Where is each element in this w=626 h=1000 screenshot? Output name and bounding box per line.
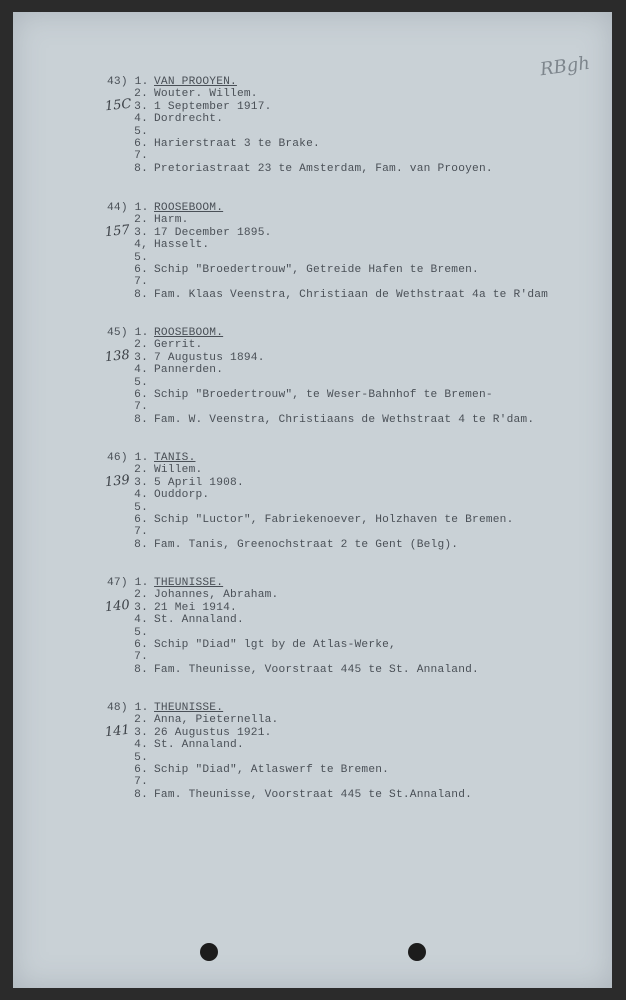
line-value: Fam. Tanis, Greenochstraat 2 te Gent (Belg). [154, 538, 459, 551]
entry-line [107, 227, 272, 239]
entry-line [107, 776, 154, 788]
entry-line [107, 276, 154, 288]
line-value [148, 276, 154, 288]
line-value: 5 April 1908. [154, 476, 244, 489]
line-number: 5. [134, 376, 148, 389]
entry-line [107, 138, 320, 150]
line-value: Schip "Broedertrouw", te Weser-Bahnhof te Bremen- [154, 389, 493, 401]
line-number: 6. [134, 264, 148, 276]
entry-line [107, 364, 223, 376]
entry-line [107, 526, 154, 538]
line-value [148, 252, 154, 264]
line-number: 47) 1. [107, 577, 149, 589]
entry-line [107, 714, 278, 726]
entry-line [107, 752, 154, 764]
document-page [13, 12, 612, 988]
line-value: Anna, Pieternella. [154, 714, 279, 727]
line-number: 5. [134, 751, 148, 764]
surname: THEUNISSE. [154, 702, 224, 714]
line-number: 4. [134, 614, 148, 627]
entry-line [107, 76, 237, 88]
line-value: Ouddorp. [154, 489, 210, 502]
handwritten-annotation: 15C [104, 96, 133, 115]
line-number: 6. [134, 389, 148, 401]
line-value: Schip "Broedertrouw", Getreide Hafen te Bremen. [154, 264, 479, 276]
line-number: 3. [134, 351, 148, 364]
entry-line [107, 126, 154, 138]
line-number: 7. [134, 276, 148, 289]
line-number: 7. [134, 401, 148, 414]
entry-line [107, 327, 223, 339]
line-number: 2. [134, 714, 148, 727]
line-number: 7. [134, 150, 148, 163]
entry-line [107, 702, 223, 714]
line-number: 4. [134, 113, 148, 126]
line-number: 8. [134, 288, 148, 301]
line-value: St. Annaland. [154, 614, 244, 627]
line-value: Wouter. Willem. [154, 88, 258, 101]
entry-line [107, 401, 154, 413]
line-number: 3. [134, 476, 148, 489]
entry-line [107, 614, 244, 626]
line-value: St. Annaland. [154, 739, 244, 752]
entry-line [107, 252, 154, 264]
line-number: 8. [134, 162, 148, 175]
line-number: 8. [134, 788, 148, 801]
entry-line [107, 627, 154, 639]
entry-line [107, 414, 534, 426]
entry-line [107, 377, 154, 389]
entry-line [107, 113, 223, 125]
line-number: 4. [134, 739, 148, 752]
entry-line [107, 514, 514, 526]
surname: THEUNISSE. [154, 577, 224, 589]
line-value: Dordrecht. [154, 113, 224, 126]
entry-line [107, 789, 472, 801]
handwritten-annotation: 140 [104, 597, 131, 616]
entry-line [107, 239, 209, 251]
line-number: 8. [134, 538, 148, 551]
line-value: Fam. W. Veenstra, Christiaans de Wethstraat 4 te R'dam. [154, 413, 535, 426]
handwritten-corner-mark: RBgh [538, 52, 592, 81]
line-value: Harm. [154, 214, 189, 227]
line-number: 7. [134, 651, 148, 664]
line-value: Fam. Theunisse, Voorstraat 445 te St. Annaland. [154, 663, 479, 676]
surname: TANIS. [154, 452, 196, 464]
handwritten-annotation: 139 [104, 472, 131, 491]
entry-line [107, 727, 272, 739]
line-value [148, 401, 154, 413]
line-value: Harierstraat 3 te Brake. [154, 138, 320, 150]
line-number: 7. [134, 776, 148, 789]
entry-line [107, 739, 244, 751]
line-value: Hasselt. [154, 239, 210, 252]
entry-line [107, 452, 195, 464]
surname: ROOSEBOOM. [154, 327, 224, 339]
line-value: 26 Augustus 1921. [154, 726, 272, 739]
line-number: 43) 1. [107, 76, 149, 88]
entry-line [107, 577, 223, 589]
line-value [148, 126, 154, 138]
entry-line [107, 764, 389, 776]
line-number: 3. [134, 601, 148, 614]
entry-line [107, 664, 479, 676]
line-value [148, 502, 154, 514]
entry-line [107, 651, 154, 663]
line-number: 2. [134, 214, 148, 227]
line-value [148, 776, 154, 788]
entry-line [107, 163, 493, 175]
line-value: Schip "Diad", Atlaswerf te Bremen. [154, 764, 390, 776]
surname: ROOSEBOOM. [154, 202, 224, 214]
handwritten-annotation: 157 [104, 222, 131, 241]
line-value: Willem. [154, 464, 203, 477]
line-number: 46) 1. [107, 452, 149, 464]
line-number: 6. [134, 514, 148, 526]
line-number: 5. [134, 626, 148, 639]
line-number: 2. [134, 339, 148, 352]
line-number: 2. [134, 589, 148, 602]
entry-line [107, 264, 479, 276]
entry-line [107, 539, 458, 551]
line-number: 5. [134, 125, 148, 138]
line-value [148, 150, 154, 162]
line-number: 7. [134, 526, 148, 539]
line-value: Pretoriastraat 23 te Amsterdam, Fam. van Prooyen. [154, 162, 493, 175]
line-number: 3. [134, 226, 148, 239]
entry-line [107, 352, 265, 364]
line-number: 5. [134, 501, 148, 514]
line-number: 2. [134, 464, 148, 477]
line-value [148, 627, 154, 639]
punch-hole-right [408, 943, 426, 961]
entry-line [107, 489, 209, 501]
line-value: Schip "Luctor", Fabriekenoever, Holzhaven te Bremen. [154, 514, 514, 526]
line-value: Fam. Klaas Veenstra, Christiaan de Wethstraat 4a te R'dam [154, 288, 549, 301]
line-number: 44) 1. [107, 202, 149, 214]
line-number: 3. [134, 100, 148, 113]
line-number: 5. [134, 251, 148, 264]
line-value [148, 651, 154, 663]
handwritten-annotation: 141 [104, 722, 131, 741]
line-number: 6. [134, 138, 148, 150]
line-value [148, 752, 154, 764]
line-value: Fam. Theunisse, Voorstraat 445 te St.Annaland. [154, 788, 473, 801]
line-number: 8. [134, 413, 148, 426]
handwritten-annotation: 138 [104, 347, 131, 366]
line-number: 4. [134, 364, 148, 377]
line-number: 4, [134, 239, 148, 252]
surname: VAN PROOYEN. [154, 76, 237, 88]
line-number: 6. [134, 639, 148, 651]
line-value [148, 526, 154, 538]
line-value: 21 Mei 1914. [154, 601, 237, 614]
line-value: Johannes, Abraham. [154, 589, 279, 602]
line-number: 8. [134, 663, 148, 676]
entry-line [107, 589, 278, 601]
entry-line [107, 502, 154, 514]
line-value: 17 December 1895. [154, 226, 272, 239]
line-value: 1 September 1917. [154, 100, 272, 113]
line-number: 48) 1. [107, 702, 149, 714]
entry-line [107, 289, 548, 301]
entry-line [107, 150, 154, 162]
line-value: 7 Augustus 1894. [154, 351, 265, 364]
entry-line [107, 202, 223, 214]
line-number: 4. [134, 489, 148, 502]
line-number: 45) 1. [107, 327, 149, 339]
line-number: 6. [134, 764, 148, 776]
line-value: Pannerden. [154, 364, 224, 377]
line-number: 2. [134, 88, 148, 101]
entry-line [107, 639, 396, 651]
line-value: Schip "Diad" lgt by de Atlas-Werke, [154, 639, 396, 651]
line-number: 3. [134, 726, 148, 739]
line-value [148, 377, 154, 389]
line-value: Gerrit. [154, 339, 203, 352]
punch-hole-left [200, 943, 218, 961]
entry-line [107, 389, 493, 401]
